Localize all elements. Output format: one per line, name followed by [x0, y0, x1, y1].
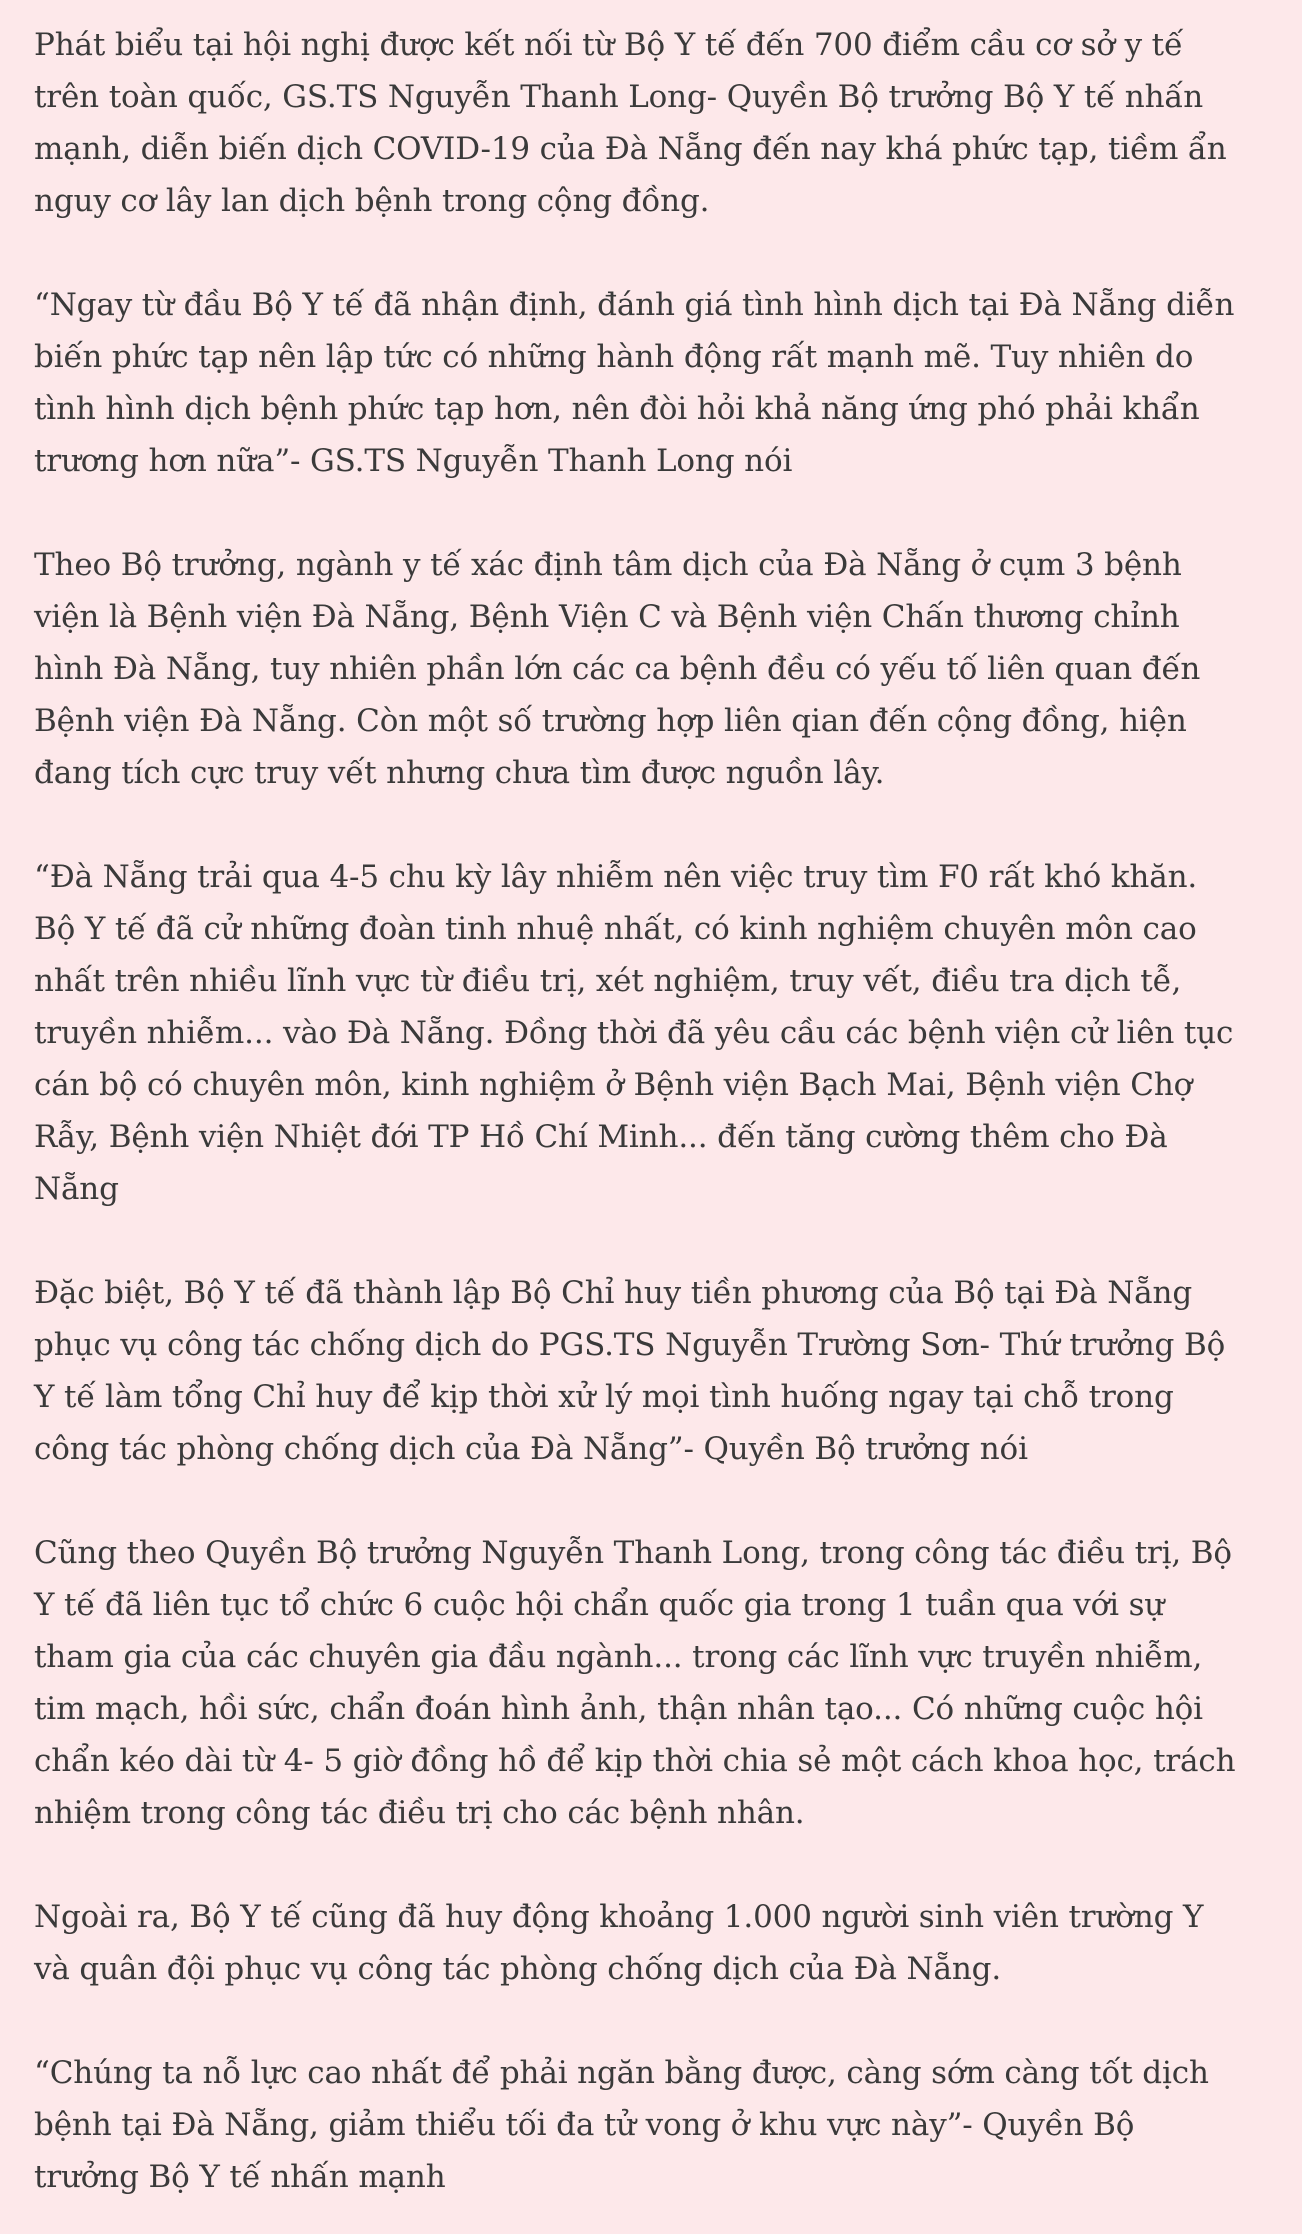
paragraph-line: Y tế đã liên tục tổ chức 6 cuộc hội chẩn quốc gia trong 1 tuần qua với sự: [34, 1587, 1165, 1623]
paragraph-line: truyền nhiễm... vào Đà Nẵng. Đồng thời đã yêu cầu các bệnh viện cử liên tục: [34, 1015, 1234, 1051]
paragraph-line: Bệnh viện Đà Nẵng. Còn một số trường hợp liên qian đến cộng đồng, hiện: [34, 703, 1187, 739]
paragraph-line: cán bộ có chuyên môn, kinh nghiệm ở Bệnh viện Bạch Mai, Bệnh viện Chợ: [34, 1067, 1193, 1103]
paragraph-line: chẩn kéo dài từ 4- 5 giờ đồng hồ để kịp thời chia sẻ một cách khoa học, trách: [34, 1743, 1236, 1779]
paragraph-line: công tác phòng chống dịch của Đà Nẵng”- Quyền Bộ trưởng nói: [34, 1431, 1028, 1467]
paragraph-line: nhất trên nhiều lĩnh vực từ điều trị, xét nghiệm, truy vết, điều tra dịch tễ,: [34, 963, 1182, 999]
paragraph-line: nguy cơ lây lan dịch bệnh trong cộng đồng.: [34, 183, 710, 219]
paragraph-line: “Chúng ta nỗ lực cao nhất để phải ngăn bằng được, càng sớm càng tốt dịch: [34, 2055, 1209, 2091]
article-paragraph: [34, 1891, 1268, 1995]
paragraph-line: Theo Bộ trưởng, ngành y tế xác định tâm dịch của Đà Nẵng ở cụm 3 bệnh: [34, 547, 1182, 583]
paragraph-line: Rẫy, Bệnh viện Nhiệt đới TP Hồ Chí Minh... đến tăng cường thêm cho Đà: [34, 1119, 1168, 1155]
paragraph-line: phục vụ công tác chống dịch do PGS.TS Nguyễn Trường Sơn- Thứ trưởng Bộ: [34, 1327, 1226, 1363]
paragraph-line: mạnh, diễn biến dịch COVID-19 của Đà Nẵng đến nay khá phức tạp, tiềm ẩn: [34, 131, 1227, 167]
article-paragraph: [34, 279, 1268, 487]
article-paragraph: [34, 1267, 1268, 1475]
paragraph-line: biến phức tạp nên lập tức có những hành động rất mạnh mẽ. Tuy nhiên do: [34, 339, 1194, 375]
paragraph-line: Cũng theo Quyền Bộ trưởng Nguyễn Thanh Long, trong công tác điều trị, Bộ: [34, 1535, 1232, 1571]
article-paragraph: [34, 1527, 1268, 1839]
paragraph-line: Nẵng: [34, 1171, 119, 1207]
paragraph-line: Phát biểu tại hội nghị được kết nối từ Bộ Y tế đến 700 điểm cầu cơ sở y tế: [34, 27, 1183, 63]
paragraph-line: viện là Bệnh viện Đà Nẵng, Bệnh Viện C và Bệnh viện Chấn thương chỉnh: [34, 599, 1180, 635]
article-paragraph: [34, 851, 1268, 1215]
article-paragraph: [34, 2047, 1268, 2203]
paragraph-line: “Đà Nẵng trải qua 4-5 chu kỳ lây nhiễm nên việc truy tìm F0 rất khó khăn.: [34, 859, 1198, 895]
paragraph-line: đang tích cực truy vết nhưng chưa tìm được nguồn lây.: [34, 755, 885, 791]
paragraph-line: trên toàn quốc, GS.TS Nguyễn Thanh Long- Quyền Bộ trưởng Bộ Y tế nhấn: [34, 79, 1204, 115]
paragraph-line: và quân đội phục vụ công tác phòng chống dịch của Đà Nẵng.: [34, 1951, 1002, 1987]
paragraph-line: trương hơn nữa”- GS.TS Nguyễn Thanh Long nói: [34, 443, 793, 479]
paragraph-line: tham gia của các chuyên gia đầu ngành... trong các lĩnh vực truyền nhiễm,: [34, 1639, 1203, 1675]
paragraph-line: “Ngay từ đầu Bộ Y tế đã nhận định, đánh giá tình hình dịch tại Đà Nẵng diễn: [34, 287, 1235, 323]
paragraph-line: bệnh tại Đà Nẵng, giảm thiểu tối đa tử vong ở khu vực này”- Quyền Bộ: [34, 2107, 1135, 2143]
paragraph-line: hình Đà Nẵng, tuy nhiên phần lớn các ca bệnh đều có yếu tố liên quan đến: [34, 651, 1201, 687]
paragraph-line: trưởng Bộ Y tế nhấn mạnh: [34, 2159, 446, 2195]
paragraph-line: Bộ Y tế đã cử những đoàn tinh nhuệ nhất, có kinh nghiệm chuyên môn cao: [34, 911, 1197, 947]
article-paragraph: [34, 539, 1268, 799]
paragraph-line: Đặc biệt, Bộ Y tế đã thành lập Bộ Chỉ huy tiền phương của Bộ tại Đà Nẵng: [34, 1275, 1193, 1311]
paragraph-line: Ngoài ra, Bộ Y tế cũng đã huy động khoảng 1.000 người sinh viên trường Y: [34, 1899, 1204, 1935]
paragraph-line: nhiệm trong công tác điều trị cho các bệnh nhân.: [34, 1795, 805, 1831]
paragraph-line: Y tế làm tổng Chỉ huy để kịp thời xử lý mọi tình huống ngay tại chỗ trong: [34, 1379, 1174, 1415]
paragraph-line: tim mạch, hồi sức, chẩn đoán hình ảnh, thận nhân tạo... Có những cuộc hội: [34, 1691, 1203, 1727]
article-paragraph: [34, 19, 1268, 227]
paragraph-line: tình hình dịch bệnh phức tạp hơn, nên đòi hỏi khả năng ứng phó phải khẩn: [34, 391, 1200, 427]
